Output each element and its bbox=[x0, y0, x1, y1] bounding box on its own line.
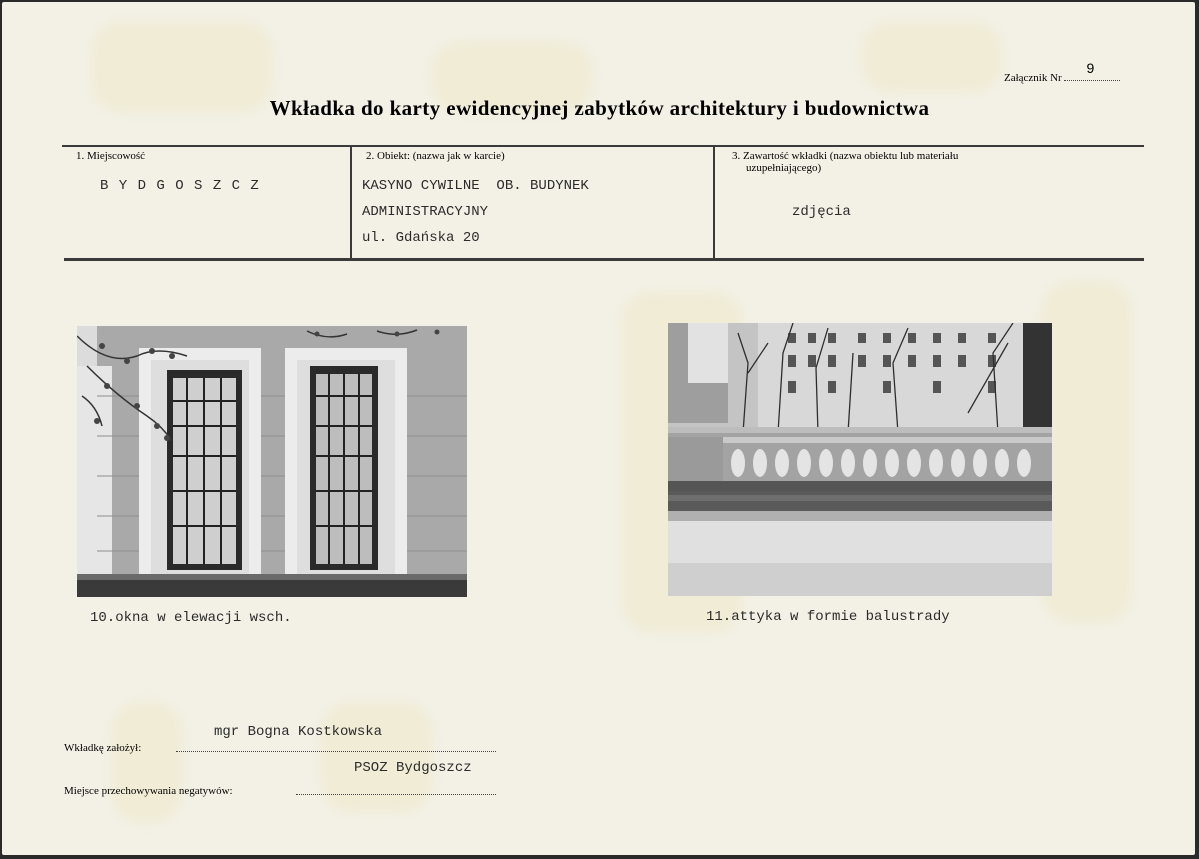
windows-photo-image bbox=[77, 326, 467, 597]
photo-windows bbox=[77, 326, 467, 597]
paper-stain bbox=[112, 702, 182, 822]
paper-stain bbox=[862, 22, 1002, 92]
object-address: ul. Gdańska 20 bbox=[362, 230, 480, 246]
content-value: zdjęcia bbox=[792, 204, 851, 220]
photo-caption-11: 11.attyka w formie balustrady bbox=[706, 609, 950, 625]
annex-number bbox=[1004, 60, 1120, 84]
storage-label: Miejsce przechowywania negatywów: bbox=[64, 785, 233, 797]
photo-balustrade bbox=[668, 323, 1052, 596]
paper-stain bbox=[322, 702, 432, 812]
object-name-line: ADMINISTRACYJNY bbox=[362, 204, 489, 220]
storage-value: PSOZ Bydgoszcz bbox=[354, 760, 472, 776]
author-dotted-line bbox=[176, 750, 496, 752]
locality-value: B Y D G O S Z C Z bbox=[100, 178, 260, 194]
object-label: 2. Obiekt: (nazwa jak w karcie) bbox=[366, 150, 505, 162]
page-title: Wkładka do karty ewidencyjnej zabytków architektury i budownictwa bbox=[269, 96, 930, 120]
annex-label: Załącznik Nr bbox=[1004, 72, 1062, 84]
annex-value: 9 bbox=[1086, 60, 1095, 76]
paper-stain bbox=[1042, 282, 1132, 622]
content-label: 3. Zawartość wkładki (nazwa obiektu lub materiału bbox=[732, 150, 959, 162]
author-value: mgr Bogna Kostkowska bbox=[214, 724, 383, 740]
table-top-rule bbox=[62, 145, 1144, 147]
column-divider bbox=[713, 145, 715, 260]
content-label-continued: uzupełniającego) bbox=[746, 162, 822, 174]
column-divider bbox=[350, 145, 352, 260]
storage-dotted-line bbox=[296, 793, 496, 795]
author-label: Wkładkę założył: bbox=[64, 742, 142, 754]
locality-label: 1. Miejscowość bbox=[76, 150, 146, 162]
table-bottom-rule bbox=[64, 258, 1144, 261]
photo-caption-10: 10.okna w elewacji wsch. bbox=[90, 610, 292, 626]
balustrade-photo-image bbox=[668, 323, 1052, 596]
object-name-line: KASYNO CYWILNE OB. BUDYNEK bbox=[362, 178, 589, 194]
